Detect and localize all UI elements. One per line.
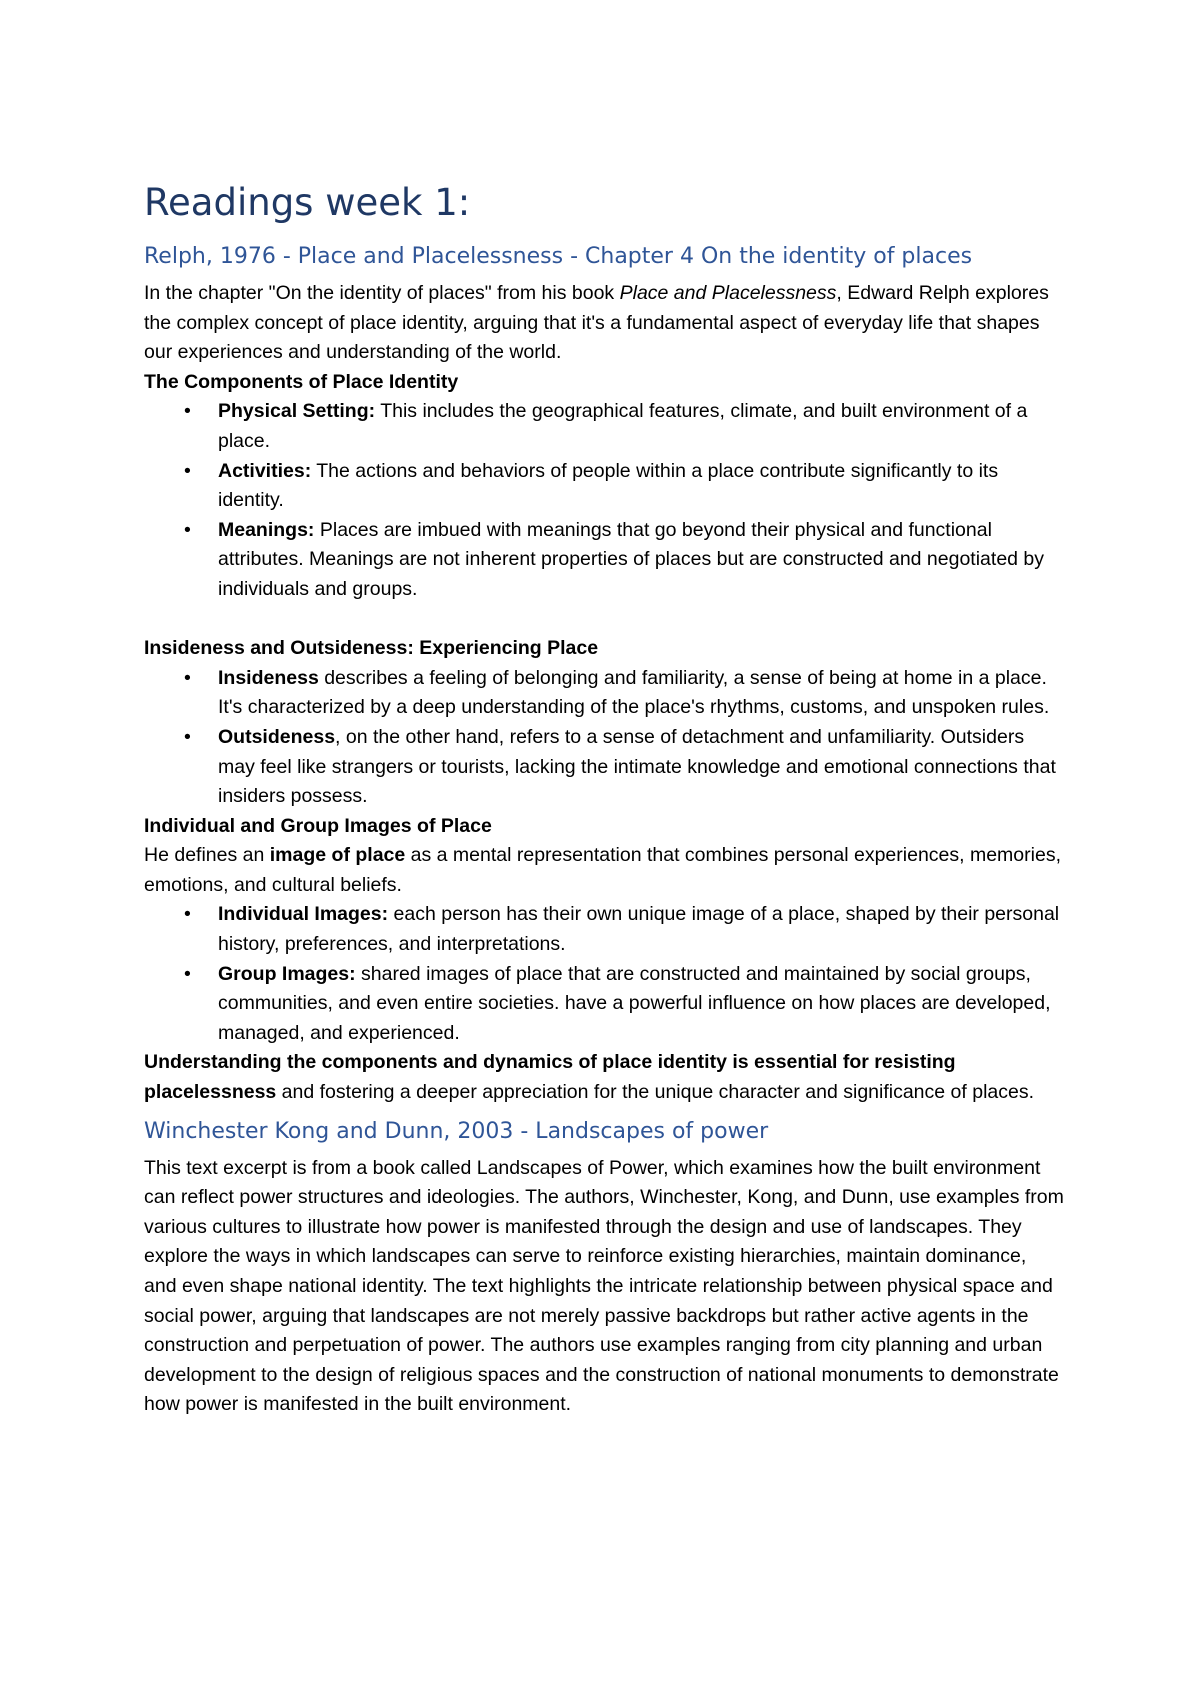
bullet-icon: • [184, 459, 191, 482]
conclusion-bold-text: Understanding the components and dynamics of place identity is essential for resisting placelessness [144, 1051, 956, 1104]
list-item-text: The actions and behaviors of people within a place contribute significantly to its identity. [218, 459, 999, 512]
insideness-list [144, 664, 1064, 812]
list-item-term: Group Images: [218, 962, 356, 985]
images-intro-paragraph [144, 841, 1064, 900]
subheading-insideness: Insideness and Outsideness: Experiencing Place [144, 637, 599, 660]
list-item-term: Physical Setting: [218, 400, 376, 423]
list-item-text: each person has their own unique image of a place, shaped by their personal history, preferences, and interpretations. [218, 903, 1060, 956]
list-item [144, 397, 1064, 456]
list-item [144, 664, 1064, 723]
list-item-term: Meanings: [218, 518, 315, 541]
images-intro-text-continued: as a mental representation that combines personal experiences, memories, emotions, and cultural beliefs. [144, 844, 1061, 896]
relph-intro-paragraph [144, 279, 1064, 368]
winchester-body-paragraph: This text excerpt is from a book called Landscapes of Power, which examines how the built environment can reflect power structures and ideologies. The authors, Winchester, Kong, and Dunn, use examples from various cultures to illustrate how power is manifested through the design and use of landscapes. They explore the ways in which landscapes can serve to reinforce existing hierarchies, maintain dominance, and even shape national identity. The text highlights the intricate relationship between physical space and social power, arguing that landscapes are not merely passive backdrops but rather active agents in the construction and perpetuation of power. The authors use examples ranging from city planning and urban development to the design of religious spaces and the construction of national monuments to demonstrate how power is manifested in the built environment. [144, 1156, 1064, 1416]
list-item [144, 516, 1064, 605]
list-item [144, 723, 1064, 812]
intro-text-continued: , Edward Relph explores the complex concept of place identity, arguing that it's a fundamental aspect of everyday life that shapes our experiences and understanding of the world. [144, 282, 1049, 364]
section-heading-relph: Relph, 1976 - Place and Placelessness - Chapter 4 On the identity of places [144, 244, 973, 269]
list-item-term: Individual Images: [218, 903, 389, 926]
bullet-icon: • [184, 725, 191, 748]
document-content [144, 178, 1064, 1420]
bullet-icon: • [184, 518, 191, 541]
images-list [144, 900, 1064, 1048]
book-title: Place and Placelessness [619, 282, 837, 304]
images-intro-term: image of place [269, 844, 406, 867]
list-item-term: Outsideness [218, 725, 336, 748]
components-list [144, 397, 1064, 604]
list-item [144, 960, 1064, 1049]
conclusion-paragraph [144, 1048, 1064, 1107]
document-title: Readings week 1: [144, 181, 471, 224]
list-item-text: describes a feeling of belonging and familiarity, a sense of being at home in a place. It's characterized by a deep understanding of the place's rhythms, customs, and unspoken rules. [218, 666, 1050, 719]
list-item [144, 457, 1064, 516]
bullet-icon: • [184, 666, 191, 689]
list-item-text: This includes the geographical features, climate, and built environment of a place. [218, 400, 1028, 452]
bullet-icon: • [184, 903, 191, 926]
bullet-icon: • [184, 962, 191, 985]
list-item-term: Activities: [218, 459, 312, 482]
conclusion-text: and fostering a deeper appreciation for the unique character and significance of places. [276, 1081, 1035, 1104]
subheading-components: The Components of Place Identity [144, 370, 459, 393]
subheading-images: Individual and Group Images of Place [144, 814, 492, 837]
section-heading-winchester: Winchester Kong and Dunn, 2003 - Landscapes of power [144, 1118, 769, 1144]
images-intro-text: He defines an [144, 844, 270, 867]
list-item [144, 900, 1064, 959]
list-item-text: Places are imbued with meanings that go beyond their physical and functional attributes. Meanings are not inherent properties of places but are constructed and negotiated by individuals and groups. [218, 518, 1045, 600]
bullet-icon: • [184, 400, 191, 423]
list-item-text: shared images of place that are constructed and maintained by social groups, communities, and even entire societies. have a powerful influence on how places are developed, managed, and experienced. [218, 962, 1051, 1044]
list-item-term: Insideness [218, 666, 319, 689]
intro-text: In the chapter "On the identity of places" from his book [144, 282, 620, 304]
list-item-text: , on the other hand, refers to a sense of detachment and unfamiliarity. Outsiders may feel like strangers or tourists, lacking the intimate knowledge and emotional connections that insiders possess. [218, 725, 1056, 808]
